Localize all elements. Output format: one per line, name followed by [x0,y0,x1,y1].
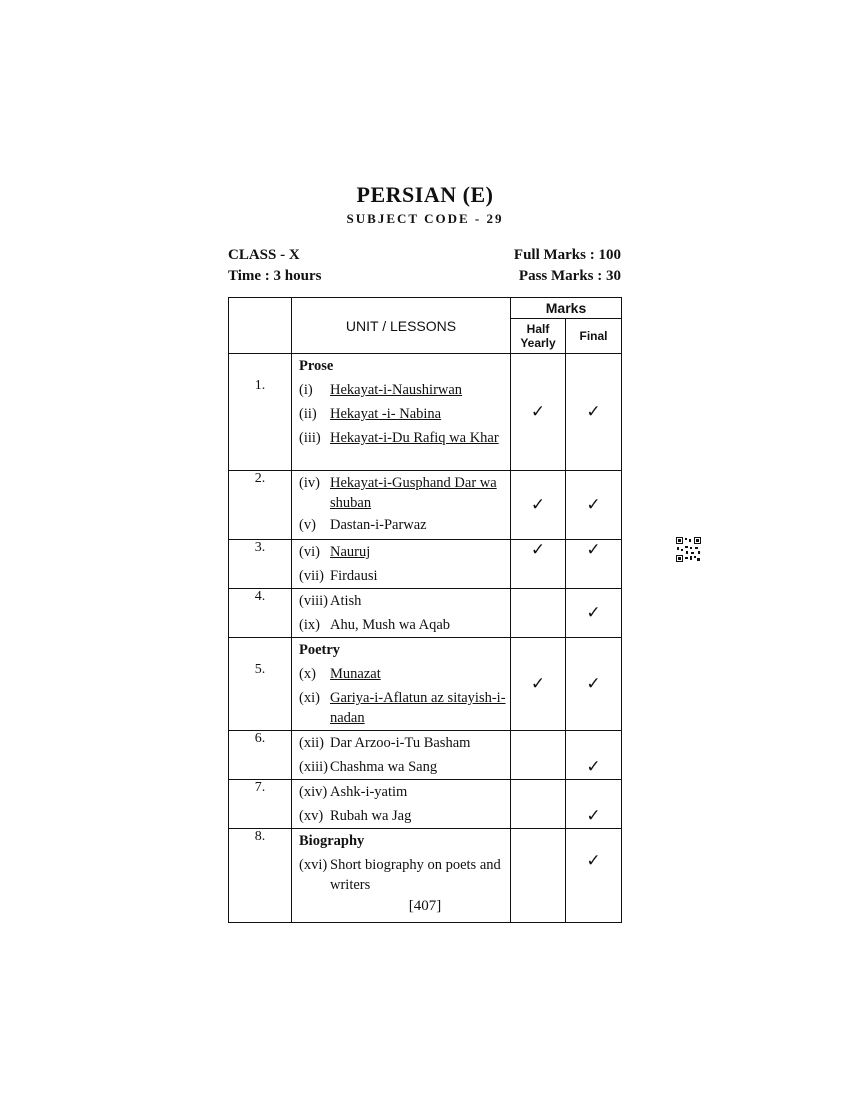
table-row [229,731,622,780]
pass-marks: Pass Marks : 30 [518,268,621,284]
lesson-item: (ix) Ahu, Mush wa Aqab [299,617,451,633]
half-yearly-tick-icon: ✓ [511,471,566,540]
final-tick-icon: ✓ [566,780,622,829]
final-tick-icon: ✓ [566,540,622,589]
final-tick-icon: ✓ [566,731,622,780]
lesson-item: (xiv) Ashk-i-yatim [299,784,408,800]
row-number: 8. [229,829,292,923]
half-yearly-tick-icon: ✓ [511,638,566,731]
lessons-cell [292,731,511,780]
lesson-item: (vi) Nauruj [299,544,371,560]
row-number: 3. [229,540,292,589]
lesson-item: (xiii) Chashma wa Sang [299,759,438,775]
final-tick-icon: ✓ [566,471,622,540]
lesson-item: (iii) Hekayat-i-Du Rafiq wa Khar [299,430,499,446]
half-yearly-tick-icon: ✓ [511,540,566,589]
lesson-item: (xii) Dar Arzoo-i-Tu Basham [299,735,471,751]
syllabus-table [228,297,622,923]
row-number: 7. [229,780,292,829]
row-number: 5. [229,638,292,731]
final-tick-icon: ✓ [566,354,622,471]
unit-lessons-header: UNIT / LESSONS [292,298,511,354]
final-tick-icon: ✓ [566,829,622,923]
subject-code: SUBJECT CODE - 29 [346,211,504,226]
section-heading-prose: Prose [299,358,334,374]
lesson-item: (i) Hekayat-i-Naushirwan [299,382,463,398]
row-number: 4. [229,589,292,638]
lessons-cell [292,638,511,731]
lesson-item: (xvi) Short biography on poets and writers [299,857,501,893]
table-row [229,471,622,540]
lessons-cell [292,471,511,540]
section-heading-poetry: Poetry [299,642,341,658]
row-number: 2. [229,471,292,540]
marks-header: Marks [511,298,622,319]
lesson-item: (ii) Hekayat -i- Nabina [299,406,442,422]
half-yearly-empty [511,731,566,780]
lesson-item: (xi) Gariya-i-Aflatun az sitayish-i-nadan [299,690,506,726]
class-label: CLASS - X [228,247,300,263]
lesson-item: (x) Munazat [299,666,381,682]
lessons-cell [292,589,511,638]
lessons-cell [292,780,511,829]
table-row [229,638,622,731]
half-yearly-tick-icon: ✓ [511,354,566,471]
lesson-item: (viii) Atish [299,593,362,609]
table-row [229,589,622,638]
final-tick-icon: ✓ [566,589,622,638]
lesson-item: (v) Dastan-i-Parwaz [299,517,427,533]
page-title: PERSIAN (E) [356,182,494,207]
full-marks: Full Marks : 100 [513,247,621,263]
row-number: 1. [229,354,292,471]
lessons-cell [292,354,511,471]
lesson-item: (iv) Hekayat-i-Gusphand Dar wa shuban [299,475,497,511]
half-yearly-empty [511,589,566,638]
table-row [229,354,622,471]
section-heading-biography: Biography [299,833,365,849]
final-tick-icon: ✓ [566,638,622,731]
table-row [229,780,622,829]
final-header: Final [566,319,622,354]
table-row [229,540,622,589]
half-yearly-header: Half Yearly [511,319,566,354]
row-number: 6. [229,731,292,780]
half-yearly-empty [511,780,566,829]
sl-header [229,298,292,354]
lesson-item: (vii) Firdausi [299,568,378,584]
qr-code-icon [676,537,701,562]
time-label: Time : 3 hours [228,268,322,284]
page-number: [407] [408,898,442,914]
lessons-cell [292,540,511,589]
lesson-item: (xv) Rubah wa Jag [299,808,412,824]
